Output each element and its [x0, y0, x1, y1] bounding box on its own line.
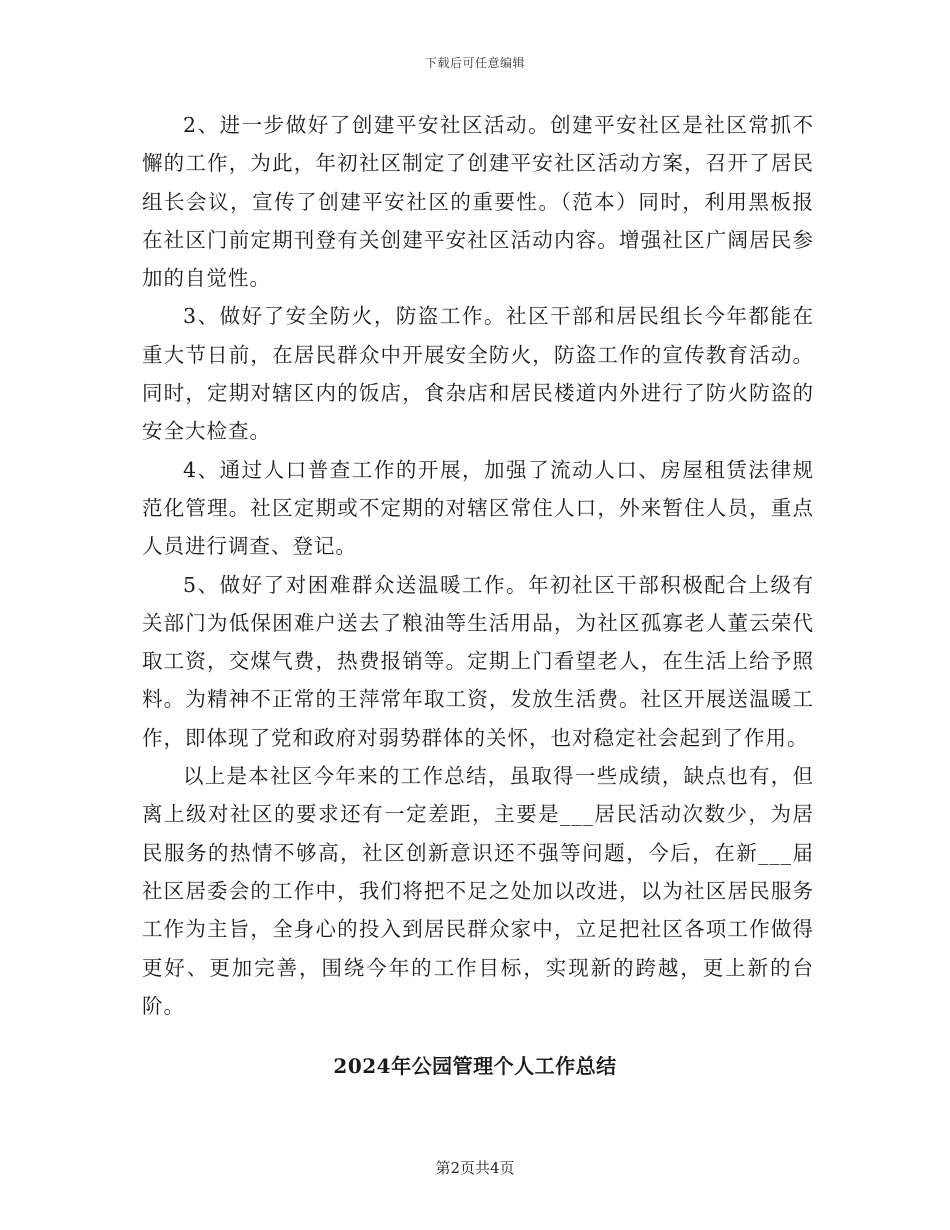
document-body	[142, 106, 814, 1025]
section-title: 2024年公园管理个人工作总结	[333, 1054, 617, 1078]
page-header: 下载后可任意编辑	[424, 56, 525, 70]
paragraph-item-5: 5、做好了对困难群众送温暖工作。年初社区干部积极配合上级有关部门为低保困难户送去了粮油等生活用品，为社区孤寡老人董云荣代取工资，交煤气费，热费报销等。定期上门看望老人，在生活上给予照料。为精神不正常的王萍常年取工资，发放生活费。社区开展送温暖工作，即体现了党和政府对弱势群体的关怀，也对稳定社会起到了作用。	[142, 572, 814, 750]
paragraph-item-3: 3、做好了安全防火，防盗工作。社区干部和居民组长今年都能在重大节日前，在居民群众中开展安全防火，防盗工作的宣传教育活动。同时，定期对辖区内的饭店，食杂店和居民楼道内外进行了防火防盗的安全大检查。	[142, 304, 814, 444]
paragraph-item-2: 2、进一步做好了创建平安社区活动。创建平安社区是社区常抓不懈的工作，为此，年初社区制定了创建平安社区活动方案，召开了居民组长会议，宣传了创建平安社区的重要性。（范本）同时，利用黑板报在社区门前定期刊登有关创建平安社区活动内容。增强社区广阔居民参加的自觉性。	[142, 113, 814, 291]
paragraph-item-4: 4、通过人口普查工作的开展，加强了流动人口、房屋租赁法律规范化管理。社区定期或不定期的对辖区常住人口，外来暂住人员，重点人员进行调查、登记。	[142, 457, 814, 559]
page-number: 第2页共4页	[435, 1159, 515, 1177]
paragraph-summary: 以上是本社区今年来的工作总结，虽取得一些成绩，缺点也有，但离上级对社区的要求还有一定差距，主要是___居民活动次数少，为居民服务的热情不够高，社区创新意识还不强等问题，今后，在新___届社区居委会的工作中，我们将把不足之处加以改进，以为社区居民服务工作为主旨，全身心的投入到居民群众家中，立足把社区各项工作做得更好、更加完善，围绕今年的工作目标，实现新的跨越，更上新的台阶。	[142, 764, 814, 1018]
